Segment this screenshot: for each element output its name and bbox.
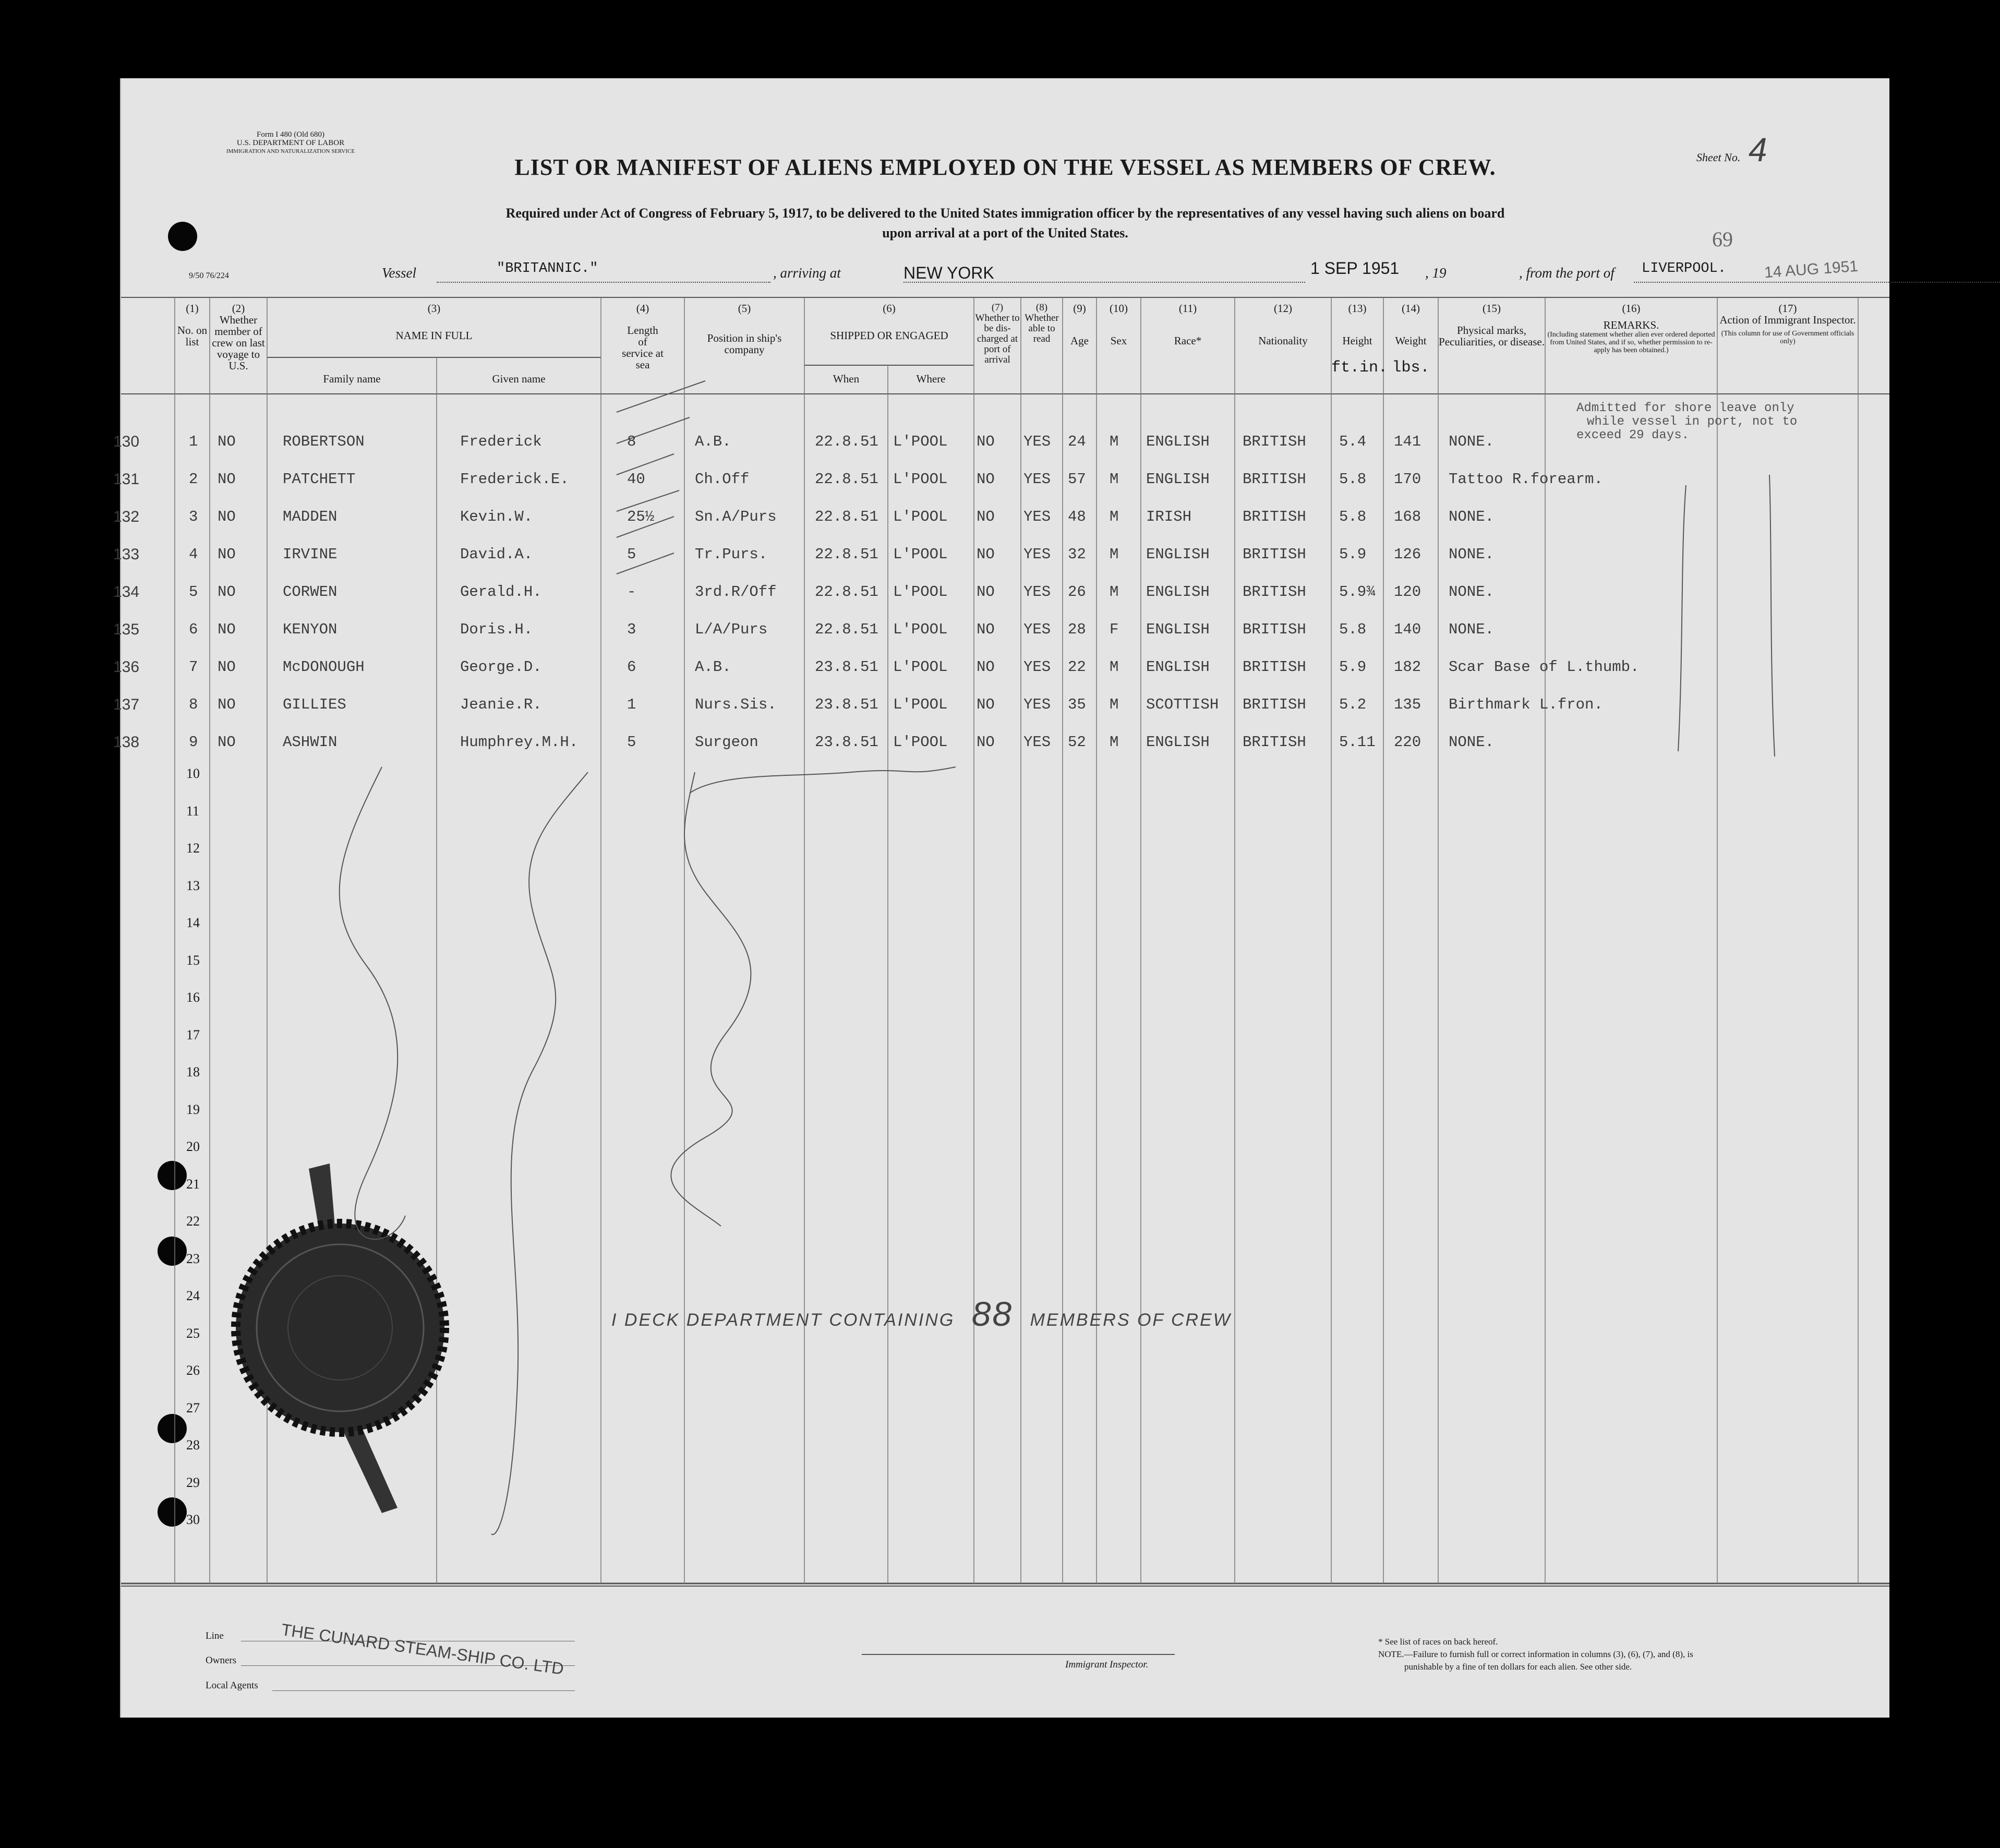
year-label: , 19 bbox=[1425, 265, 1447, 281]
col-header-9 bbox=[1063, 303, 1097, 346]
col-label: NAME IN FULL bbox=[395, 329, 473, 342]
service-length: 5 bbox=[627, 734, 636, 751]
discharge: NO bbox=[977, 583, 995, 601]
discharge: NO bbox=[977, 508, 995, 525]
height: 5.8 bbox=[1339, 471, 1367, 488]
given-name: David.A. bbox=[460, 546, 533, 563]
row-margin-number: 131 bbox=[113, 471, 140, 488]
empty-row-number: 19 bbox=[186, 1101, 200, 1117]
height: 5.9 bbox=[1339, 546, 1367, 563]
col-num: (8) bbox=[1035, 302, 1048, 313]
empty-row-number: 12 bbox=[186, 841, 200, 856]
position: Ch.Off bbox=[695, 471, 750, 488]
stamp-line: exceed 29 days. bbox=[1576, 428, 1690, 442]
shipped-where: L'POOL bbox=[893, 658, 948, 676]
race: IRISH bbox=[1146, 508, 1192, 525]
col-header-12 bbox=[1235, 303, 1331, 346]
nationality: BRITISH bbox=[1243, 621, 1306, 638]
empty-row-number: 18 bbox=[186, 1064, 200, 1079]
row-number: 1 bbox=[189, 433, 198, 450]
empty-row-number: 13 bbox=[186, 878, 200, 893]
row-number: 6 bbox=[189, 621, 198, 638]
col-num: (14) bbox=[1402, 302, 1420, 315]
col-label: Nationality bbox=[1258, 334, 1308, 347]
crew-summary-note bbox=[611, 1294, 1232, 1334]
sex: F bbox=[1110, 621, 1119, 638]
service-length: 8 bbox=[627, 433, 636, 450]
service-length: 6 bbox=[627, 658, 636, 676]
age: 24 bbox=[1068, 433, 1086, 450]
nationality: BRITISH bbox=[1243, 471, 1306, 488]
position: L/A/Purs bbox=[695, 621, 768, 638]
col-num: (6) bbox=[883, 302, 896, 315]
col-header-11 bbox=[1141, 303, 1235, 346]
age: 57 bbox=[1068, 471, 1086, 488]
discharge: NO bbox=[977, 433, 995, 450]
sex: M bbox=[1110, 508, 1119, 525]
able-to-read: YES bbox=[1023, 734, 1051, 751]
height: 5.11 bbox=[1339, 734, 1376, 751]
empty-row-number: 17 bbox=[186, 1027, 200, 1042]
row-number: 5 bbox=[189, 583, 198, 601]
col-num: (3) bbox=[427, 302, 441, 315]
row-margin-number: 136 bbox=[113, 658, 140, 676]
footer-line-label: Line bbox=[206, 1630, 224, 1641]
given-name: Frederick.E. bbox=[460, 471, 569, 488]
date-stamp: 1 SEP 1951 bbox=[1310, 259, 1400, 278]
family-name: KENYON bbox=[283, 621, 338, 638]
sex: M bbox=[1110, 696, 1119, 713]
able-to-read: YES bbox=[1023, 696, 1051, 713]
nationality: BRITISH bbox=[1243, 658, 1306, 676]
row-margin-number: 135 bbox=[113, 621, 140, 638]
weight: 170 bbox=[1394, 471, 1421, 488]
col-label: Action of Immigrant Inspector. bbox=[1719, 314, 1856, 326]
col-header-2 bbox=[210, 303, 267, 371]
empty-row-number: 11 bbox=[186, 803, 200, 819]
shipped-when: 22.8.51 bbox=[815, 621, 878, 638]
col-num: (13) bbox=[1348, 302, 1367, 315]
page-number: 69 bbox=[1712, 227, 1733, 251]
col-note: (This column for use of Government officials only) bbox=[1721, 330, 1854, 345]
weight: 140 bbox=[1394, 621, 1421, 638]
form-line: U.S. DEPARTMENT OF LABOR bbox=[236, 139, 345, 147]
race: ENGLISH bbox=[1146, 583, 1210, 601]
empty-row-number: 27 bbox=[186, 1400, 200, 1415]
service-length: 1 bbox=[627, 696, 636, 713]
note-suffix: MEMBERS OF CREW bbox=[1030, 1310, 1232, 1330]
service-length: 3 bbox=[627, 621, 636, 638]
empty-row-number: 21 bbox=[186, 1176, 200, 1192]
family-name: McDONOUGH bbox=[283, 658, 365, 676]
company-stamp: THE CUNARD STEAM-SHIP CO. LTD bbox=[280, 1620, 565, 1678]
weight: 168 bbox=[1394, 508, 1421, 525]
height: 5.2 bbox=[1339, 696, 1367, 713]
height: 5.8 bbox=[1339, 621, 1367, 638]
col-label: Sex bbox=[1110, 334, 1127, 347]
note-line: punishable by a fine of ten dollars for each alien. See other side. bbox=[1404, 1662, 1632, 1672]
age: 28 bbox=[1068, 621, 1086, 638]
discharge: NO bbox=[977, 471, 995, 488]
weight: 126 bbox=[1394, 546, 1421, 563]
physical-marks: NONE. bbox=[1449, 621, 1495, 638]
nationality: BRITISH bbox=[1243, 433, 1306, 450]
empty-row-number: 29 bbox=[186, 1474, 200, 1490]
service-length: 40 bbox=[627, 471, 645, 488]
empty-row-number: 25 bbox=[186, 1325, 200, 1341]
shipped-when: 22.8.51 bbox=[815, 508, 878, 525]
race: ENGLISH bbox=[1146, 621, 1210, 638]
able-to-read: YES bbox=[1023, 508, 1051, 525]
given-name: Doris.H. bbox=[460, 621, 533, 638]
col-num: (17) bbox=[1778, 302, 1797, 315]
footer-note bbox=[1378, 1636, 1693, 1673]
shipped-when: 22.8.51 bbox=[815, 471, 878, 488]
sex: M bbox=[1110, 471, 1119, 488]
nationality: BRITISH bbox=[1243, 583, 1306, 601]
col-label: No. on list bbox=[177, 324, 208, 348]
form-line: Form I 480 (Old 680) bbox=[257, 130, 324, 139]
discharge: NO bbox=[977, 734, 995, 751]
position: 3rd.R/Off bbox=[695, 583, 777, 601]
race: ENGLISH bbox=[1146, 471, 1210, 488]
last-voyage: NO bbox=[218, 621, 236, 638]
col-num: (7) bbox=[991, 302, 1004, 313]
crew-count: 88 bbox=[971, 1294, 1014, 1333]
given-name: Gerald.H. bbox=[460, 583, 542, 601]
service-length: 25½ bbox=[627, 508, 655, 525]
age: 52 bbox=[1068, 734, 1086, 751]
col-label: REMARKS. bbox=[1603, 319, 1659, 331]
weight: 141 bbox=[1394, 433, 1421, 450]
empty-row-number: 10 bbox=[186, 766, 200, 781]
note-line: NOTE.—Failure to furnish full or correct information in columns (3), (6), (7), and (8), is bbox=[1378, 1649, 1693, 1659]
family-name: CORWEN bbox=[283, 583, 338, 601]
family-name: ASHWIN bbox=[283, 734, 338, 751]
row-margin-number: 133 bbox=[113, 546, 140, 563]
position: Nurs.Sis. bbox=[695, 696, 777, 713]
aug-stamp: 14 AUG 1951 bbox=[1764, 257, 1859, 282]
from-label: , from the port of bbox=[1519, 265, 1615, 281]
empty-row-number: 16 bbox=[186, 990, 200, 1005]
col-header-17 bbox=[1717, 303, 1858, 345]
given-name: Kevin.W. bbox=[460, 508, 533, 525]
position: Tr.Purs. bbox=[695, 546, 768, 563]
col-label: Height bbox=[1342, 334, 1372, 347]
note-line: * See list of races on back hereof. bbox=[1378, 1637, 1498, 1647]
shipped-where: L'POOL bbox=[893, 621, 948, 638]
shipped-when: 23.8.51 bbox=[815, 658, 878, 676]
print-code: 9/50 76/224 bbox=[189, 271, 229, 280]
race: ENGLISH bbox=[1146, 734, 1210, 751]
shipped-when: 22.8.51 bbox=[815, 583, 878, 601]
col-header-14 bbox=[1383, 302, 1438, 377]
row-number: 9 bbox=[189, 734, 198, 751]
form-line: IMMIGRATION AND NATURALIZATION SERVICE bbox=[226, 148, 355, 154]
last-voyage: NO bbox=[218, 546, 236, 563]
race: ENGLISH bbox=[1146, 658, 1210, 676]
col-label: Position in ship's company bbox=[707, 332, 782, 356]
race: ENGLISH bbox=[1146, 546, 1210, 563]
shipped-where: L'POOL bbox=[893, 583, 948, 601]
stamp-line: Admitted for shore leave only bbox=[1576, 401, 1794, 415]
sex: M bbox=[1110, 734, 1119, 751]
manifest-sheet bbox=[113, 78, 1889, 1718]
col-label: SHIPPED OR ENGAGED bbox=[830, 329, 948, 342]
empty-row-number: 26 bbox=[186, 1363, 200, 1378]
subtitle-line: Required under Act of Congress of February 5, 1917, to be delivered to the United States immigration officer by the representatives of any vessel having such aliens on board bbox=[505, 206, 1505, 221]
col-label: Race* bbox=[1174, 334, 1202, 347]
able-to-read: YES bbox=[1023, 621, 1051, 638]
row-number: 8 bbox=[189, 696, 198, 713]
sex: M bbox=[1110, 433, 1119, 450]
row-margin-number: 132 bbox=[113, 508, 140, 525]
col-unit: lbs. bbox=[1392, 359, 1430, 377]
last-voyage: NO bbox=[218, 734, 236, 751]
last-voyage: NO bbox=[218, 508, 236, 525]
family-name: GILLIES bbox=[283, 696, 346, 713]
col-header-3-family: Family name bbox=[323, 373, 381, 385]
shipped-where: L'POOL bbox=[893, 546, 948, 563]
last-voyage: NO bbox=[218, 658, 236, 676]
given-name: Humphrey.M.H. bbox=[460, 734, 579, 751]
last-voyage: NO bbox=[218, 471, 236, 488]
last-voyage: NO bbox=[218, 696, 236, 713]
col-header-10 bbox=[1097, 303, 1141, 346]
empty-row-number: 15 bbox=[186, 952, 200, 968]
age: 32 bbox=[1068, 546, 1086, 563]
empty-row-number: 20 bbox=[186, 1139, 200, 1154]
shipped-when: 22.8.51 bbox=[815, 433, 878, 450]
shipped-where: L'POOL bbox=[893, 433, 948, 450]
inspector-line bbox=[862, 1654, 1175, 1655]
family-name: ROBERTSON bbox=[283, 433, 365, 450]
race: ENGLISH bbox=[1146, 433, 1210, 450]
col-label: Whether to be dis-charged at port of arrival bbox=[975, 313, 1020, 365]
height: 5.8 bbox=[1339, 508, 1367, 525]
col-label: Weight bbox=[1395, 334, 1427, 347]
empty-row-number: 24 bbox=[186, 1288, 200, 1303]
discharge: NO bbox=[977, 621, 995, 638]
shipped-when: 22.8.51 bbox=[815, 546, 878, 563]
empty-row-number: 28 bbox=[186, 1437, 200, 1453]
col-header-1 bbox=[175, 303, 210, 347]
age: 35 bbox=[1068, 696, 1086, 713]
row-number: 4 bbox=[189, 546, 198, 563]
col-header-15 bbox=[1438, 303, 1545, 347]
shipped-where: L'POOL bbox=[893, 696, 948, 713]
empty-row-number: 22 bbox=[186, 1214, 200, 1229]
subtitle-line: upon arrival at a port of the United States. bbox=[882, 225, 1128, 241]
nationality: BRITISH bbox=[1243, 508, 1306, 525]
weight: 182 bbox=[1394, 658, 1421, 676]
col-header-16 bbox=[1545, 303, 1717, 354]
position: Sn.A/Purs bbox=[695, 508, 777, 525]
col-header-5 bbox=[684, 303, 804, 355]
col-num: (5) bbox=[738, 302, 751, 315]
nationality: BRITISH bbox=[1243, 696, 1306, 713]
footer-owners-label: Owners bbox=[206, 1655, 237, 1666]
row-margin-number: 138 bbox=[113, 734, 140, 751]
arriving-value: NEW YORK bbox=[903, 263, 994, 282]
physical-marks: Scar Base of L.thumb. bbox=[1449, 658, 1640, 676]
col-header-3 bbox=[267, 303, 601, 341]
vessel-label: Vessel bbox=[382, 265, 416, 281]
given-name: Jeanie.R. bbox=[460, 696, 542, 713]
sheet-label: Sheet No. bbox=[1696, 151, 1741, 164]
col-num: (16) bbox=[1622, 302, 1641, 315]
row-margin-number: 130 bbox=[113, 433, 140, 450]
empty-row-number: 14 bbox=[186, 915, 200, 930]
height: 5.9¾ bbox=[1339, 583, 1376, 601]
col-num: (12) bbox=[1274, 302, 1292, 315]
arriving-label: , arriving at bbox=[773, 265, 841, 281]
able-to-read: YES bbox=[1023, 583, 1051, 601]
nationality: BRITISH bbox=[1243, 546, 1306, 563]
last-voyage: NO bbox=[218, 433, 236, 450]
footer-lines bbox=[272, 1690, 575, 1691]
shipped-where: L'POOL bbox=[893, 734, 948, 751]
age: 48 bbox=[1068, 508, 1086, 525]
col-num: (10) bbox=[1110, 302, 1128, 315]
col-header-3-given: Given name bbox=[492, 373, 546, 385]
col-header-4 bbox=[601, 303, 684, 370]
shipped-when: 23.8.51 bbox=[815, 696, 878, 713]
family-name: IRVINE bbox=[283, 546, 338, 563]
discharge: NO bbox=[977, 696, 995, 713]
col-num: (11) bbox=[1178, 302, 1197, 315]
col-num: (9) bbox=[1073, 302, 1086, 315]
stamp-line: while vessel in port, not to bbox=[1587, 415, 1798, 429]
height: 5.4 bbox=[1339, 433, 1367, 450]
row-number: 7 bbox=[189, 658, 198, 676]
age: 26 bbox=[1068, 583, 1086, 601]
col-label: Whether able to read bbox=[1025, 313, 1059, 344]
remarks-stamp bbox=[1576, 402, 1797, 442]
given-name: Frederick bbox=[460, 433, 542, 450]
empty-row-number: 30 bbox=[186, 1512, 200, 1527]
able-to-read: YES bbox=[1023, 546, 1051, 563]
weight: 220 bbox=[1394, 734, 1421, 751]
physical-marks: NONE. bbox=[1449, 583, 1495, 601]
col-header-6 bbox=[804, 303, 974, 341]
col-unit: ft.in. bbox=[1331, 359, 1388, 377]
position: A.B. bbox=[695, 433, 731, 450]
physical-marks: NONE. bbox=[1449, 734, 1495, 751]
shipped-where: L'POOL bbox=[893, 471, 948, 488]
sheet-number: 4 bbox=[1748, 131, 1767, 169]
sex: M bbox=[1110, 583, 1119, 601]
note-prefix: I DECK DEPARTMENT CONTAINING bbox=[611, 1310, 955, 1330]
sex: M bbox=[1110, 658, 1119, 676]
col-label: Physical marks, Peculiarities, or disease. bbox=[1439, 324, 1545, 348]
col-header-7 bbox=[974, 303, 1021, 365]
age: 22 bbox=[1068, 658, 1086, 676]
vessel-value: "BRITANNIC." bbox=[497, 261, 598, 277]
col-header-6-when: When bbox=[833, 373, 860, 385]
col-label: Whether member of crew on last voyage to U.S. bbox=[212, 314, 265, 372]
col-header-6-where: Where bbox=[916, 373, 946, 385]
race: SCOTTISH bbox=[1146, 696, 1219, 713]
physical-marks: NONE. bbox=[1449, 508, 1495, 525]
col-label: Age bbox=[1070, 334, 1089, 347]
able-to-read: YES bbox=[1023, 433, 1051, 450]
col-num: (15) bbox=[1483, 302, 1501, 315]
col-label: Length of service at sea bbox=[622, 324, 664, 371]
sex: M bbox=[1110, 546, 1119, 563]
position: A.B. bbox=[695, 658, 731, 676]
row-number: 2 bbox=[189, 471, 198, 488]
given-name: George.D. bbox=[460, 658, 542, 676]
physical-marks: Birthmark L.fron. bbox=[1449, 696, 1603, 713]
inspector-label: Immigrant Inspector. bbox=[1065, 1659, 1149, 1670]
ditto-marks bbox=[340, 381, 1775, 1534]
family-name: PATCHETT bbox=[283, 471, 356, 488]
physical-marks: NONE. bbox=[1449, 546, 1495, 563]
page-title: LIST OR MANIFEST OF ALIENS EMPLOYED ON THE VESSEL AS MEMBERS OF CREW. bbox=[514, 154, 1496, 180]
row-number: 3 bbox=[189, 508, 198, 525]
footer-agents-label: Local Agents bbox=[206, 1680, 258, 1691]
able-to-read: YES bbox=[1023, 471, 1051, 488]
physical-marks: NONE. bbox=[1449, 433, 1495, 450]
last-voyage: NO bbox=[218, 583, 236, 601]
col-num: (2) bbox=[232, 302, 245, 315]
shipped-when: 23.8.51 bbox=[815, 734, 878, 751]
nationality: BRITISH bbox=[1243, 734, 1306, 751]
able-to-read: YES bbox=[1023, 658, 1051, 676]
col-header-13 bbox=[1331, 302, 1388, 377]
service-length: 5 bbox=[627, 546, 636, 563]
col-num: (1) bbox=[186, 302, 199, 315]
empty-row-number: 23 bbox=[186, 1251, 200, 1266]
weight: 120 bbox=[1394, 583, 1421, 601]
family-name: MADDEN bbox=[283, 508, 338, 525]
weight: 135 bbox=[1394, 696, 1421, 713]
row-margin-number: 137 bbox=[113, 696, 140, 713]
row-margin-number: 134 bbox=[113, 583, 140, 601]
from-value: LIVERPOOL. bbox=[1642, 261, 1727, 277]
discharge: NO bbox=[977, 658, 995, 676]
position: Surgeon bbox=[695, 734, 758, 751]
shipped-where: L'POOL bbox=[893, 508, 948, 525]
physical-marks: Tattoo R.forearm. bbox=[1449, 471, 1603, 488]
col-note: (Including statement whether alien ever ordered deported from United States, and if so, whether permission to re-apply has been obtained.) bbox=[1547, 331, 1715, 354]
col-header-8 bbox=[1021, 303, 1063, 344]
service-length: - bbox=[627, 583, 636, 601]
height: 5.9 bbox=[1339, 658, 1367, 676]
discharge: NO bbox=[977, 546, 995, 563]
col-num: (4) bbox=[636, 302, 649, 315]
